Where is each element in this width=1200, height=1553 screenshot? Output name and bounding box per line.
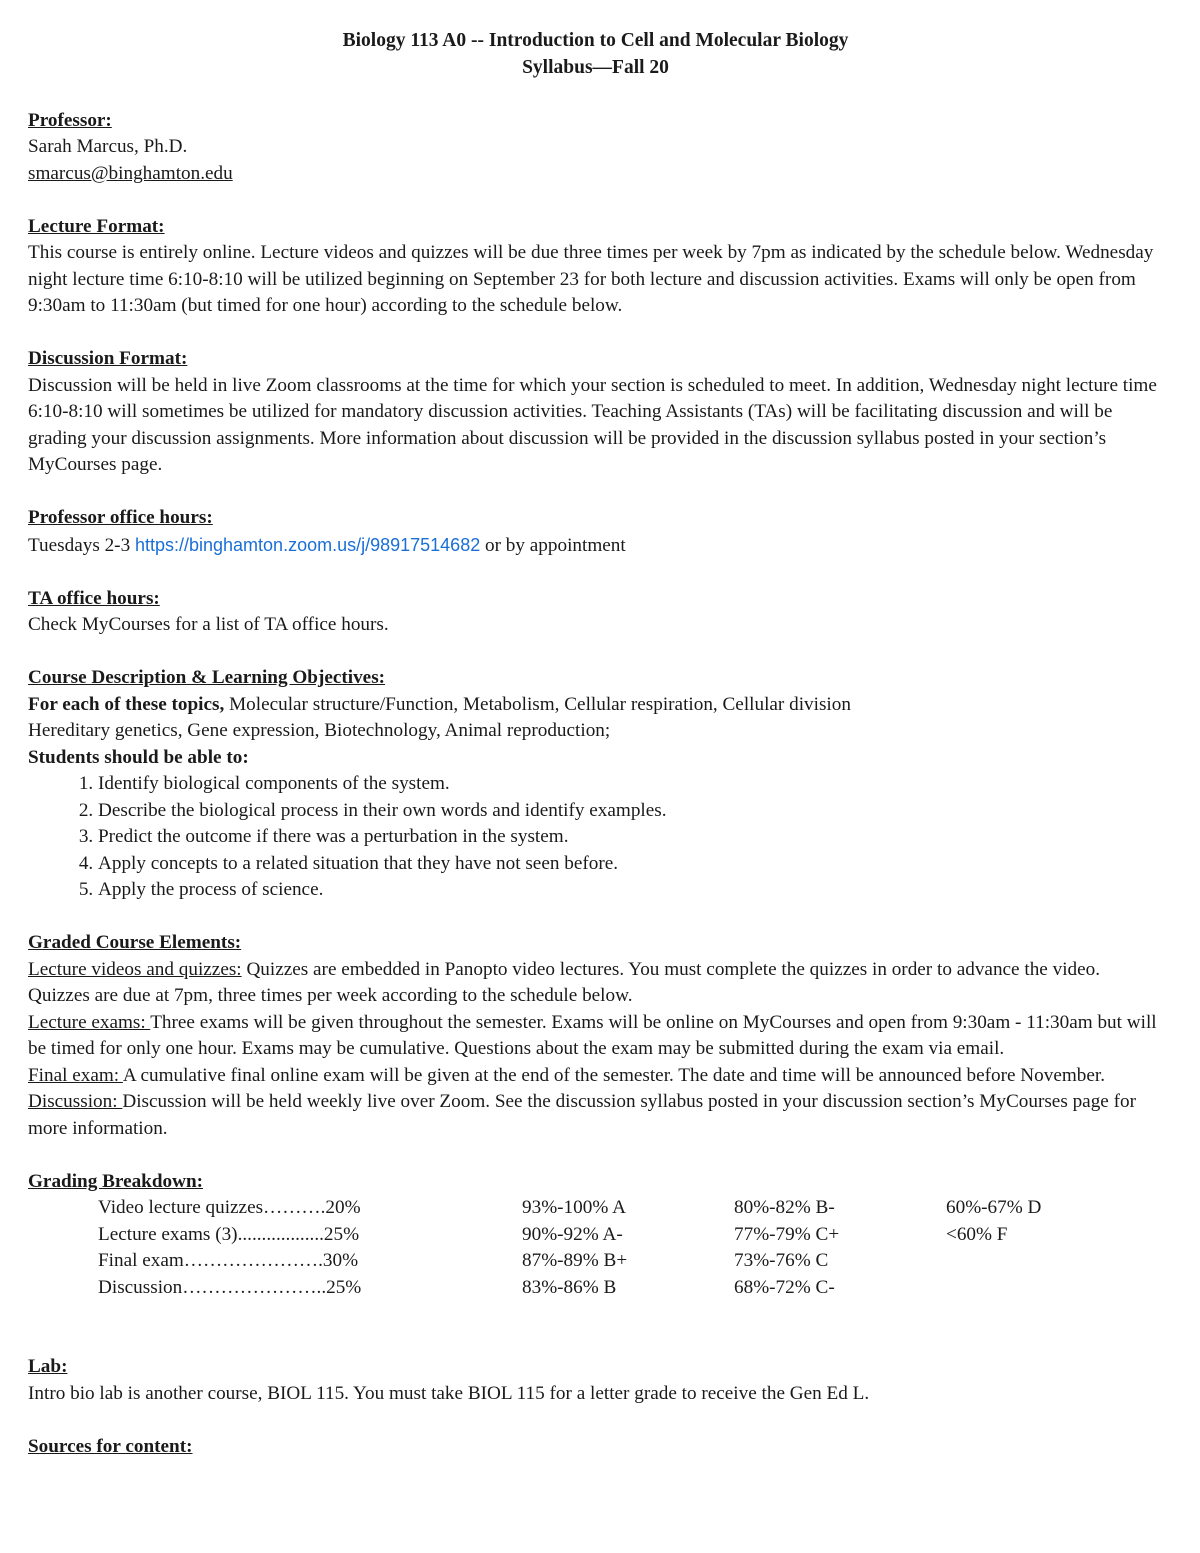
graded-element-quizzes bbox=[28, 957, 1163, 1010]
graded-element-final bbox=[28, 1063, 1163, 1090]
lecture-format-text: This course is entirely online. Lecture videos and quizzes will be due three times per week by 7pm as indicated by the schedule below. Wednesday night lecture time 6:10-8:10 will be utilized beginning on September 23 for both lecture and discussion activities. Exams will only be open from 9:30am to 11:30am (but timed for one hour) according to the schedule below. bbox=[28, 242, 1154, 316]
graded-element-label: Lecture exams: bbox=[28, 1011, 151, 1033]
professor-email-link[interactable]: smarcus@binghamton.edu bbox=[28, 162, 233, 184]
topics-line-2: Hereditary genetics, Gene expression, Biotechnology, Animal reproduction; bbox=[28, 720, 611, 741]
scale-row: 80%-82% B- bbox=[734, 1197, 835, 1218]
scale-row: 90%-92% A- bbox=[522, 1223, 623, 1245]
lab-text: Intro bio lab is another course, BIOL 115. You must take BIOL 115 for a letter grade to receive the Gen Ed L. bbox=[28, 1382, 870, 1404]
list-item: 2. Describe the biological process in their own words and identify examples. bbox=[98, 798, 1163, 825]
scale-row: 77%-79% C+ bbox=[734, 1223, 840, 1245]
list-item: 3. Predict the outcome if there was a perturbation in the system. bbox=[98, 824, 1163, 851]
office-hours-suffix: or by appointment bbox=[480, 534, 626, 556]
graded-element-text: Quizzes are embedded in Panopto video lectures. You must complete the quizzes in order to advance the video. Quizzes are due at 7pm, three times per week according to the schedule below. bbox=[28, 958, 1101, 1006]
course-title: Biology 113 A0 -- Introduction to Cell and Molecular Biology bbox=[342, 30, 849, 51]
scale-row: 73%-76% C bbox=[734, 1250, 829, 1271]
discussion-format-heading: Discussion Format: bbox=[28, 348, 188, 369]
topics-label: For each of these topics, bbox=[28, 693, 225, 715]
graded-element-text: Discussion will be held weekly live over Zoom. See the discussion syllabus posted in your discussion section’s MyCourses page for more information. bbox=[28, 1091, 1136, 1139]
graded-elements-heading: Graded Course Elements: bbox=[28, 932, 242, 953]
weight-row: Video lecture quizzes……….20% bbox=[98, 1197, 361, 1218]
objectives-list bbox=[28, 771, 1163, 904]
lab-heading: Lab: bbox=[28, 1356, 68, 1377]
list-item: 4. Apply concepts to a related situation that they have not seen before. bbox=[98, 851, 1163, 878]
grading-table bbox=[28, 1195, 1163, 1301]
graded-element-label: Discussion: bbox=[28, 1091, 123, 1112]
professor-name: Sarah Marcus, Ph.D. bbox=[28, 136, 188, 157]
office-hours-line bbox=[28, 532, 1163, 560]
graded-element-text: A cumulative final online exam will be given at the end of the semester. The date and time will be announced before November. bbox=[122, 1064, 1106, 1086]
weight-row: Discussion…………………..25% bbox=[98, 1276, 362, 1298]
scale-row: 83%-86% B bbox=[522, 1276, 617, 1298]
graded-element-label: Final exam: bbox=[28, 1064, 123, 1086]
scale-column-1 bbox=[522, 1195, 627, 1301]
weights-column bbox=[98, 1195, 361, 1301]
list-item: 5. Apply the process of science. bbox=[98, 877, 1163, 904]
ta-hours-text: Check MyCourses for a list of TA office hours. bbox=[28, 614, 389, 635]
topics-line bbox=[28, 692, 1163, 719]
topics-text: Molecular structure/Function, Metabolism, Cellular respiration, Cellular division bbox=[224, 693, 851, 715]
office-hours-prefix: Tuesdays 2-3 bbox=[28, 534, 135, 556]
scale-row: 60%-67% D bbox=[946, 1197, 1042, 1218]
graded-element-text: Three exams will be given throughout the semester. Exams will be online on MyCourses and open from 9:30am - 11:30am but will be timed for only one hour. Exams may be cumulative. Questions about the exam may be submitted during the exam via email. bbox=[28, 1011, 1157, 1059]
weight-row: Final exam………………….30% bbox=[98, 1250, 359, 1271]
professor-heading: Professor: bbox=[28, 109, 112, 131]
syllabus-page bbox=[28, 28, 1163, 1460]
ta-hours-heading: TA office hours: bbox=[28, 587, 160, 609]
sources-heading: Sources for content: bbox=[28, 1435, 193, 1457]
graded-element-discussion bbox=[28, 1089, 1163, 1142]
office-hours-heading: Professor office hours: bbox=[28, 507, 213, 528]
syllabus-term: Syllabus—Fall 20 bbox=[522, 56, 669, 78]
grading-heading: Grading Breakdown: bbox=[28, 1170, 204, 1192]
lecture-format-heading: Lecture Format: bbox=[28, 215, 165, 237]
scale-row: 87%-89% B+ bbox=[522, 1250, 628, 1271]
graded-element-label: Lecture videos and quizzes: bbox=[28, 958, 242, 980]
discussion-format-text: Discussion will be held in live Zoom classrooms at the time for which your section is scheduled to meet. In addition, Wednesday night lecture time 6:10-8:10 will sometimes be utilized for mandatory discussion activities. Teaching Assistants (TAs) will be facilitating discussion and will be grading your discussion assignments. More information about discussion will be provided in the discussion syllabus posted in your section’s MyCourses page. bbox=[28, 374, 1157, 475]
scale-row: 68%-72% C- bbox=[734, 1276, 835, 1298]
graded-element-exams bbox=[28, 1010, 1163, 1063]
students-label: Students should be able to: bbox=[28, 746, 249, 768]
scale-row: <60% F bbox=[946, 1223, 1008, 1245]
zoom-link[interactable]: https://binghamton.zoom.us/j/98917514682 bbox=[134, 534, 481, 555]
objectives-heading: Course Description & Learning Objectives: bbox=[28, 667, 386, 688]
scale-column-3 bbox=[946, 1195, 1041, 1248]
scale-column-2 bbox=[734, 1195, 839, 1301]
list-item: 1. Identify biological components of the system. bbox=[98, 771, 1163, 798]
scale-row: 93%-100% A bbox=[522, 1197, 626, 1218]
weight-row: Lecture exams (3)..................25% bbox=[98, 1223, 360, 1245]
